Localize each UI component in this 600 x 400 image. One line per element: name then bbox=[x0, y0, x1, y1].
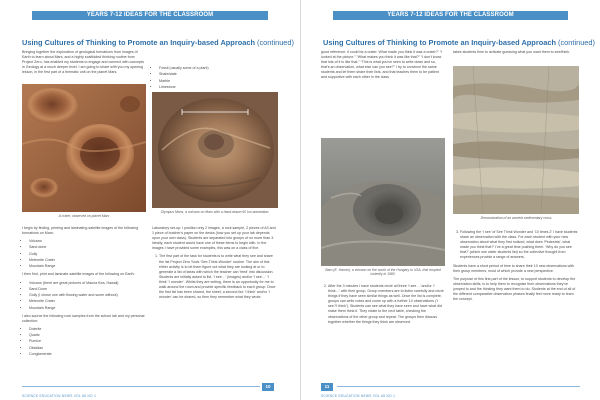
left-column-2-lower bbox=[152, 226, 278, 303]
volcano-crater-image bbox=[321, 138, 445, 266]
list-item: • Quartz bbox=[29, 333, 146, 338]
closing-paragraph-1: Students have a short period of time to share their 10 new observations with their group members, most of which provide a new perspective. bbox=[453, 263, 575, 273]
footer-rule bbox=[22, 386, 260, 387]
mars-formation-list bbox=[22, 239, 146, 269]
sedimentary-caption: Demonstration of an ancient sedimentary cross bbox=[480, 216, 552, 220]
right-column-2-lower bbox=[453, 230, 579, 305]
lesson-steps-list bbox=[321, 284, 445, 325]
article-title bbox=[323, 38, 595, 47]
olympus-mons-image bbox=[152, 92, 278, 208]
list-item: • Gully bbox=[29, 252, 146, 257]
footer-rule bbox=[337, 386, 580, 387]
section-banner: YEARS 7-12 IDEAS FOR THE CLASSROOM bbox=[333, 11, 568, 20]
list-item: • Fossil (usually some of a plant) bbox=[159, 66, 278, 71]
list-item: • Pumice bbox=[29, 339, 146, 344]
lesson-steps-list bbox=[453, 230, 579, 261]
list-item: • Meteorite Crater bbox=[29, 299, 146, 304]
crater-caption: A crater, observed on planet Mars bbox=[58, 214, 110, 218]
left-column-2-top bbox=[152, 66, 278, 93]
list-item: • Conglomerate bbox=[29, 352, 146, 357]
earth-formation-list bbox=[22, 281, 146, 311]
lesson-steps-list bbox=[152, 254, 278, 300]
lesson-step-3: 3. Following the ‘I see’ of See Think Wonder and ‘10 times 2’ I have students share an observation with the class. For each student with your new observation about what they first noticed, what does ‘Pedestria’, what made you think that?’ I’ve a great time pushing them. ‘Why do you see that?’ (which one wider students list) so the collective thought from experiences provide a range of answers. bbox=[460, 230, 579, 261]
list-item: • Shale/slate bbox=[159, 72, 278, 77]
footer-publication: SCIENCE EDUCATION NEWS VOL 68 NO 1 bbox=[321, 394, 396, 398]
list-item: • Sand dune bbox=[29, 245, 146, 250]
section-banner: YEARS 7-12 IDEAS FOR THE CLASSROOM bbox=[32, 11, 268, 20]
sedimentary-rock-image bbox=[453, 66, 579, 214]
page-number-left: 10 bbox=[262, 383, 274, 391]
title-continued: (continued) bbox=[558, 38, 595, 47]
mars-crater-image bbox=[22, 84, 146, 212]
right-column-1-top bbox=[321, 50, 445, 84]
left-column-1-lower bbox=[22, 226, 146, 360]
list-item: • Gully (I chose one with flowing water and some without) bbox=[29, 293, 146, 298]
volcano-caption: Barn (E. Hamer), a volcano on the south of the Hungary in USA, that erupted violently in 1980. bbox=[325, 268, 441, 277]
rock-samples-list-continued bbox=[152, 66, 278, 90]
intro-paragraph: Bringing together the exploration of geological formations from images of Earth to learn about Mars, and a highly scaffolded thinking routine from Project Zero, has enabled my students to engage and connect with concepts in Geology at a much deeper level. I am going to share with you my opening lesson, in the first part of a thematic unit on the planet Mars. bbox=[22, 50, 144, 75]
right-column-2-top bbox=[453, 50, 579, 58]
lesson-step-2: 2. After the 3 minutes I have students circle all three ‘I see…’ and/or ‘I think…’ with their group. Group members are to listen carefully and circle things if they have seen similar things as well. Once the list is complete, groups can write notes and come up with a further 10 observations (‘I see’/‘I think’). Students can see what they have seen and have what did make them think it. They rotate to the next table, checking the observations of the other group and repeat. The groups then discuss together whether the things they think are observed. bbox=[328, 284, 445, 325]
list-item: • Marble bbox=[159, 79, 278, 84]
list-item: • Limestone bbox=[159, 85, 278, 90]
list-item: • Obsidian bbox=[29, 346, 146, 351]
olympus-mons-caption: Olympus Mons, a volcano on Mars with a hand-drawn 60 km annotation. bbox=[160, 210, 270, 214]
earth-formations-intro: I then find, print and laminate satellite images of the following on Earth: bbox=[22, 272, 135, 277]
left-column-1 bbox=[22, 50, 146, 78]
article-title-text: Using Cultures of Thinking to Promote an Inquiry-based Approach bbox=[22, 38, 255, 47]
lab-setup-paragraph: Laboratory set-up: I position only 2 images, a rock sample, 2 pieces of A3 and 1 piece of butcher's paper on the desks (how you set up your lab depends upon your own class). Students are separated into groups of no more than 3. Ideally, each student would have one of these items to begin with. In the images I have provided some examples, this was on a class of five. bbox=[152, 226, 276, 251]
mars-formations-intro: I begin by finding, printing and laminating satellite images of the following formations on Mars: bbox=[22, 226, 139, 236]
lesson-step-1: 1. The first part of the task for students is to write what they see and share the list Project Zero Tools ‘See-Think-Wonder’ routine. The aim of this either activity is to let them figure out what they are looking at or to generate a list of ideas with which the teacher can ‘feed’ into discussion. Students are initially asked to list, ‘I see…’ (images) and/or ‘I see…’ ‘I think’ ‘I wonder’. Whilst they are writing, there is an opportunity for me to walk around the room and provide specific feedback to each group. Once the first list has been shared, the sheet, a second list: ‘I think’ and/or ‘I wonder’ can be shared, so then they remember what they wrote. bbox=[159, 254, 278, 300]
title-continued: (continued) bbox=[257, 38, 294, 47]
list-item: • Volcano (there are great pictures of Mauna Kea, Hawaii) bbox=[29, 281, 146, 286]
right-column-1-lower bbox=[321, 284, 445, 328]
article-title-text: Using Cultures of Thinking to Promote an Inquiry-based Approach bbox=[323, 38, 556, 47]
footer-publication: SCIENCE EDUCATION NEWS VOL 68 NO 1 bbox=[22, 394, 97, 398]
student-dialogue-paragraph: good reference, it could be a crater. What made you think it was a crater?” “I looked at the picture.” “What makes you think it was like that?” “I don’t know that lots of it is like that.” “This is what you’ve seen to write down and so, that’s an observation, what else can you see?” I try to convince the same students and let them share their lists, and that teaches them to be patient and supportive with each other in the class. bbox=[321, 50, 443, 80]
page-number-right: 11 bbox=[321, 383, 333, 391]
list-item: • Dolerite bbox=[29, 327, 146, 332]
rock-samples-intro: I also source the following rock samples from the school lab and my personal collection: bbox=[22, 313, 145, 323]
continued-paragraph: takes students time to activate guessing what you want them to see/think. bbox=[453, 50, 571, 54]
article-title bbox=[22, 38, 294, 47]
list-item: • Volcano bbox=[29, 239, 146, 244]
closing-paragraph-2: The purpose of this first part of the lesson, to support students to develop the observation skills, is to help them to recognise their observations they’ve jumped to and the thinking they want them to do. Students at the end of all of the different comparative observation phases finally feel more ready to learn the concept. bbox=[453, 276, 576, 302]
list-item: • Mountain Range bbox=[29, 306, 146, 311]
rock-samples-list bbox=[22, 327, 146, 357]
list-item: • Meteorite Crater bbox=[29, 258, 146, 263]
list-item: • Mountain Range bbox=[29, 264, 146, 269]
list-item: • Sand Dune bbox=[29, 287, 146, 292]
right-page bbox=[300, 0, 600, 400]
